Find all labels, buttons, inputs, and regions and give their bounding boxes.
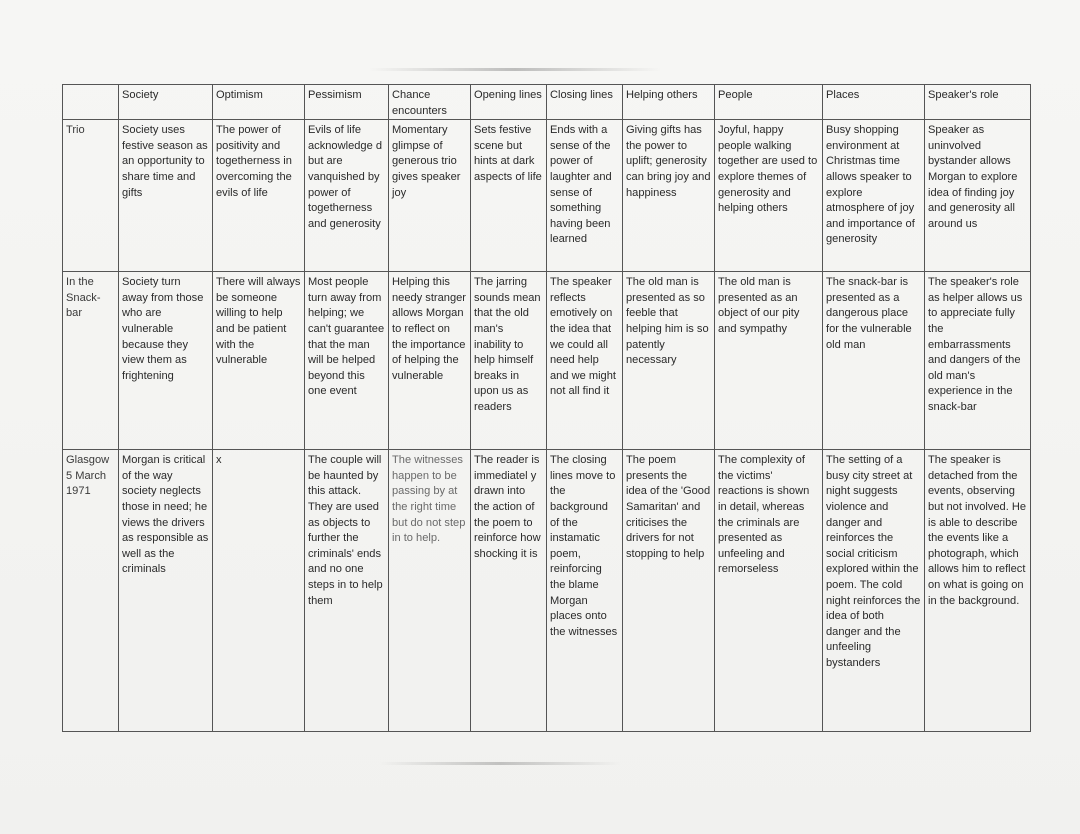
col-header-helping-others: Helping others [623, 85, 715, 120]
table-row-glasgow [63, 450, 1031, 732]
cell-trio-opening-lines: Sets festive scene but hints at dark aspects of life [471, 120, 547, 272]
cell-glasgow-pessimism: The couple will be haunted by this attack. They are used as objects to further the criminals' ends and no one steps in to help them [305, 450, 389, 732]
col-header-opening-lines: Opening lines [471, 85, 547, 120]
cell-trio-optimism: The power of positivity and togetherness in overcoming the evils of life [213, 120, 305, 272]
cell-snack-opening-lines: The jarring sounds mean that the old man's inability to help himself breaks in upon us as readers [471, 272, 547, 450]
col-header-places: Places [823, 85, 925, 120]
header-corner [63, 85, 119, 120]
cell-glasgow-chance-encounters: The witnesses happen to be passing by at the right time but do not step in to help. [389, 450, 471, 732]
row-label-trio: Trio [63, 120, 119, 272]
scan-smudge-top [370, 68, 660, 71]
col-header-chance-encounters: Chance encounters [389, 85, 471, 120]
col-header-pessimism: Pessimism [305, 85, 389, 120]
scan-smudge-bottom [380, 762, 620, 765]
cell-trio-speakers-role: Speaker as uninvolved bystander allows Morgan to explore idea of finding joy and generosity all around us [925, 120, 1031, 272]
cell-snack-chance-encounters: Helping this needy stranger allows Morgan to reflect on the importance of helping the vulnerable [389, 272, 471, 450]
cell-trio-people: Joyful, happy people walking together are used to explore themes of generosity and helping others [715, 120, 823, 272]
table-row-trio [63, 120, 1031, 272]
cell-snack-places: The snack-bar is presented as a dangerous place for the vulnerable old man [823, 272, 925, 450]
cell-trio-closing-lines: Ends with a sense of the power of laughter and sense of something having been learned [547, 120, 623, 272]
row-label-glasgow: Glasgow 5 March 1971 [63, 450, 119, 732]
cell-snack-people: The old man is presented as an object of our pity and sympathy [715, 272, 823, 450]
cell-glasgow-speakers-role: The speaker is detached from the events, observing but not involved. He is able to describe the events like a photograph, which allows him to reflect on what is going on in the background. [925, 450, 1031, 732]
cell-glasgow-society: Morgan is critical of the way society neglects those in need; he views the drivers as responsible as well as the criminals [119, 450, 213, 732]
cell-glasgow-people: The complexity of the victims' reactions is shown in detail, whereas the criminals are presented as unfeeling and remorseless [715, 450, 823, 732]
col-header-people: People [715, 85, 823, 120]
col-header-closing-lines: Closing lines [547, 85, 623, 120]
row-label-snack-bar: In the Snack-bar [63, 272, 119, 450]
col-header-speakers-role: Speaker's role [925, 85, 1031, 120]
cell-snack-closing-lines: The speaker reflects emotively on the idea that we could all need help and we might not all find it [547, 272, 623, 450]
cell-trio-helping-others: Giving gifts has the power to uplift; generosity can bring joy and happiness [623, 120, 715, 272]
cell-glasgow-optimism: x [213, 450, 305, 732]
cell-glasgow-places: The setting of a busy city street at night suggests violence and danger and reinforces the social criticism explored within the poem. The cold night reinforces the idea of both danger and the unfeeling bystanders [823, 450, 925, 732]
cell-snack-optimism: There will always be someone willing to help and be patient with the vulnerable [213, 272, 305, 450]
cell-glasgow-closing-lines: The closing lines move to the background of the instamatic poem, reinforcing the blame Morgan places onto the witnesses [547, 450, 623, 732]
header-row [63, 85, 1031, 120]
cell-snack-society: Society turn away from those who are vulnerable because they view them as frightening [119, 272, 213, 450]
cell-trio-pessimism: Evils of life acknowledge d but are vanquished by power of togetherness and generosity [305, 120, 389, 272]
cell-snack-pessimism: Most people turn away from helping; we can't guarantee that the man will be helped beyond this one event [305, 272, 389, 450]
poetry-comparison-table [62, 84, 1031, 732]
cell-glasgow-helping-others: The poem presents the idea of the 'Good Samaritan' and criticises the drivers for not stopping to help [623, 450, 715, 732]
cell-trio-chance-encounters: Momentary glimpse of generous trio gives speaker joy [389, 120, 471, 272]
cell-snack-helping-others: The old man is presented as so feeble that helping him is so patently necessary [623, 272, 715, 450]
cell-glasgow-opening-lines: The reader is immediatel y drawn into the action of the poem to reinforce how shocking it is [471, 450, 547, 732]
table-row-snack-bar [63, 272, 1031, 450]
cell-snack-speakers-role: The speaker's role as helper allows us to appreciate fully the embarrassments and dangers of the old man's experience in the snack-bar [925, 272, 1031, 450]
col-header-society: Society [119, 85, 213, 120]
cell-trio-places: Busy shopping environment at Christmas time allows speaker to explore atmosphere of joy and importance of generosity [823, 120, 925, 272]
col-header-optimism: Optimism [213, 85, 305, 120]
cell-trio-society: Society uses festive season as an opportunity to share time and gifts [119, 120, 213, 272]
